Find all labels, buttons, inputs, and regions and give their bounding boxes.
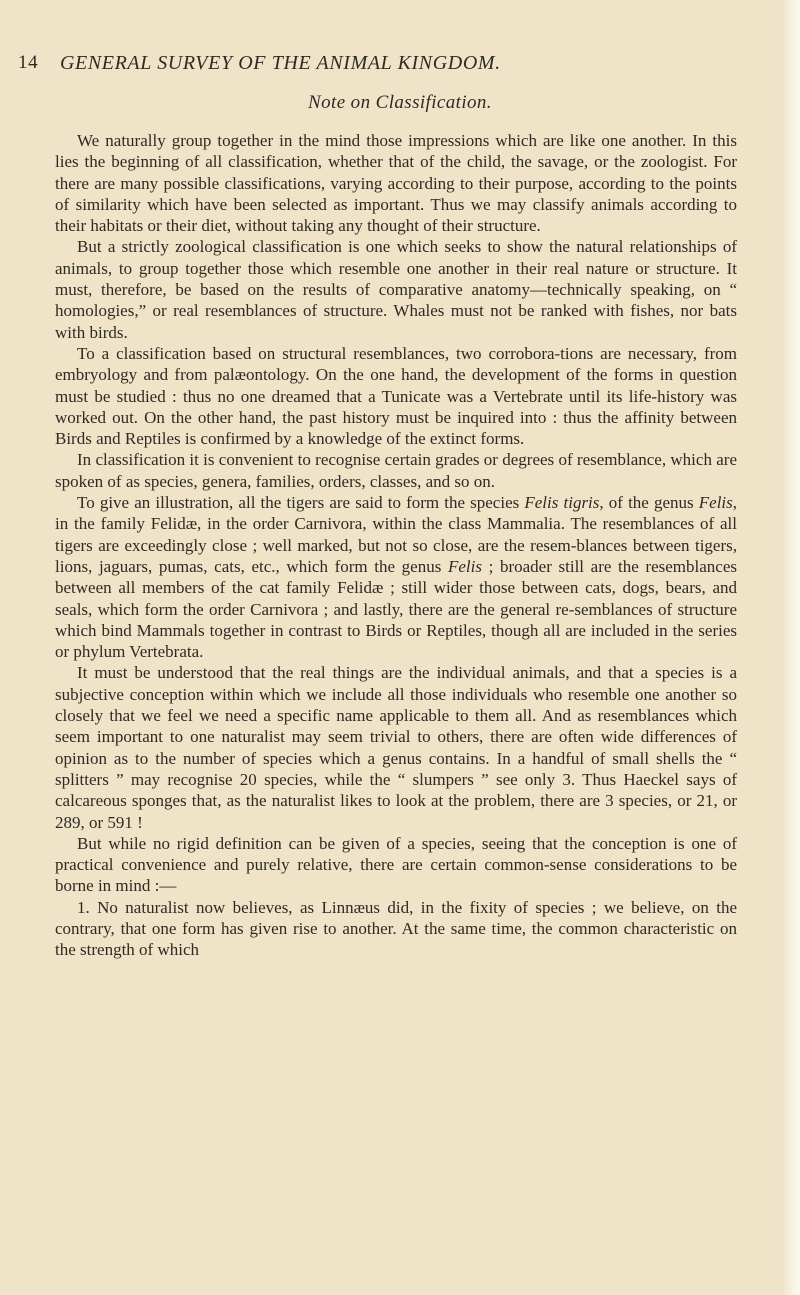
text-run: To give an illustration, all the tigers are said to form the species xyxy=(77,493,525,513)
paragraph: It must be understood that the real things are the individual animals, and that a species is a subjective conception within which we include all those individuals who resemble one another so closely that we feel we need a specific name applicable to them all. And as resemblances which seem important to one naturalist may seem trivial to others, there are often wide differences of opinion as to the number of species which a genus contains. In a handful of small shells the “ splitters ” may recognise 20 species, while the “ slumpers ” see only 3. Thus Haeckel says of calcareous sponges that, as the naturalist likes to look at the problem, there are 3 species, or 21, or 289, or 591 ! xyxy=(55,663,737,832)
paragraph: But while no rigid definition can be given of a species, seeing that the conception is one of practical convenience and purely relative, there are certain common-sense considerations to be borne in mind :— xyxy=(55,833,737,896)
italic-term: Felis tigris xyxy=(524,493,600,513)
page-header xyxy=(18,52,778,82)
section-title: Note on Classification. xyxy=(308,92,492,113)
paragraph: We naturally group together in the mind those impressions which are like one another. In this lies the beginning of all classification, whether that of the child, the savage, or the zoologist. For there are many possible classifications, varying according to their purpose, according to the points of similarity which have been selected as important. Thus we may classify animals according to their habitats or their diet, without taking any thought of their structure. xyxy=(55,131,737,236)
running-head: GENERAL SURVEY OF THE ANIMAL KINGDOM. xyxy=(60,52,501,74)
paragraph: In classification it is convenient to recognise certain grades or degrees of resemblance, which are spoken of as species, genera, families, orders, classes, and so on. xyxy=(55,450,737,491)
body-text xyxy=(55,130,737,961)
paragraph xyxy=(55,492,737,662)
paragraph: To a classification based on structural resemblances, two corrobora-tions are necessary, from embryology and from palæontology. On the one hand, the development of the forms in question must be studied : thus no one dreamed that a Tunicate was a Vertebrate until its life-history was worked out. On the other hand, the past history must be inquired into : thus the affinity between Birds and Reptiles is confirmed by a knowledge of the extinct forms. xyxy=(55,343,737,449)
italic-term: Felis xyxy=(698,493,733,513)
text-run: , in the family Felidæ, in the order Carnivora, within the class Mammalia. The resemblances of all tigers are exceedingly close ; well marked, but not so close, are the resem-blances between tigers, lions, jaguars, pumas, cats, etc., which form the genus xyxy=(55,493,738,576)
paragraph: But a strictly zoological classification is one which seeks to show the natural relationships of animals, to group together those which resemble one another in their real nature or structure. It must, therefore, be based on the results of comparative anatomy—technically speaking, on “ homologies,” or real resemblances of structure. Whales must not be ranked with fishes, nor bats with birds. xyxy=(55,237,737,342)
page-edge xyxy=(782,0,800,1295)
text-run: , of the genus xyxy=(599,493,699,513)
paragraph: 1. No naturalist now believes, as Linnæus did, in the fixity of species ; we believe, on the contrary, that one form has given rise to another. At the same time, the common characteristic on the strength of which xyxy=(55,897,737,960)
page-number: 14 xyxy=(18,52,39,73)
text-run: ; broader still are the resemblances between all members of the cat family Felidæ ; still wider those between cats, dogs, bears, and seals, which form the order Carnivora ; and lastly, there are the general re-semblances of structure which bind Mammals together in contrast to Birds or Reptiles, though all are included in the series or phylum Vertebrata. xyxy=(55,556,737,662)
italic-term: Felis xyxy=(447,556,482,576)
